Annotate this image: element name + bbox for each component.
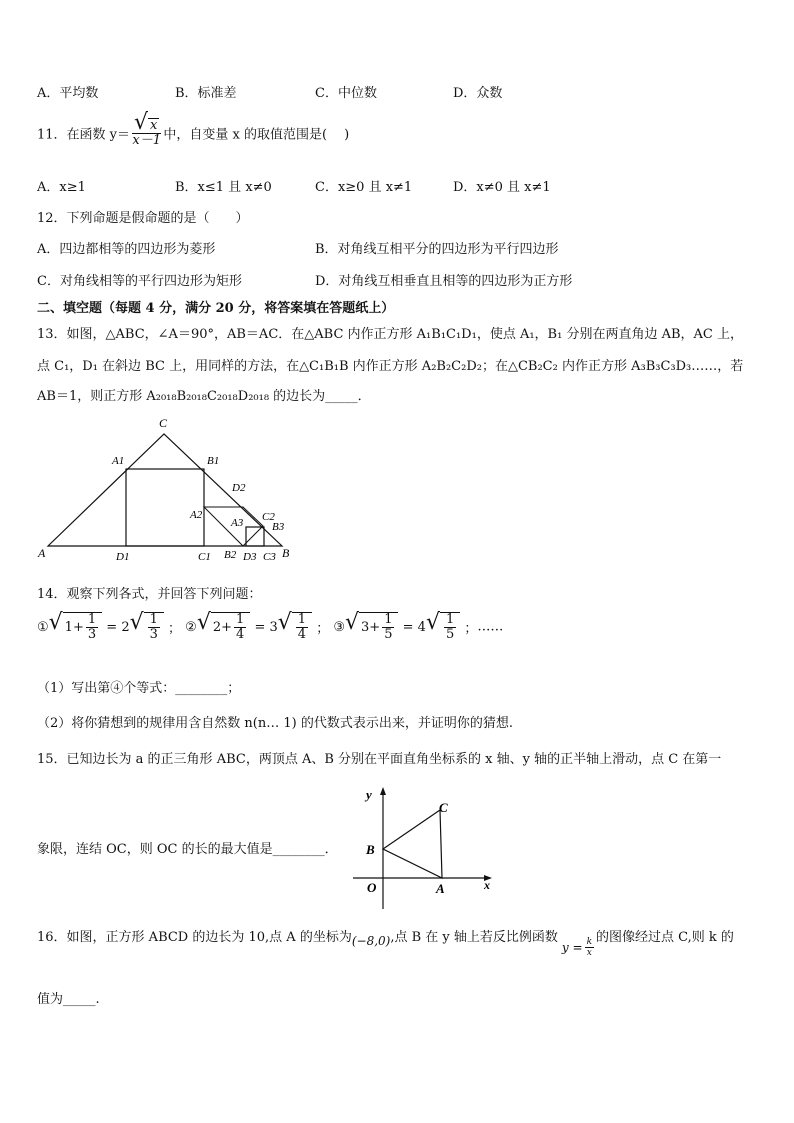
q13-figure: [30, 412, 300, 567]
fig13-label-b3: B3: [272, 521, 285, 533]
q16-function: y = $\frac{k}{x}$: [561, 937, 593, 958]
fig13-label-a3: A3: [231, 517, 244, 529]
q10-option-a: A．平均数: [37, 86, 99, 101]
fig15-label-y: y: [366, 787, 372, 802]
section-2-heading: 二、填空题（每题 4 分，满分 20 分，将答案填在答题纸上）: [37, 301, 395, 316]
q12-option-a: A．四边都相等的四边形为菱形: [37, 242, 216, 257]
q11-option-d: D．x≠0 且 x≠1: [453, 180, 551, 195]
q11-den: x－1: [132, 133, 161, 148]
q14-sub1: （1）写出第④个等式：________；: [37, 681, 241, 696]
fig15-label-b: B: [366, 842, 375, 857]
triangle-abc: [48, 434, 282, 546]
eq3: ③√ 3+ $\frac{1}{5}$ = 4 √ $\frac{1}{5}$: [333, 620, 464, 635]
q16-line1: 16．如图，正方形 ABCD 的边长为 10,点 A 的坐标为(−8,0),点 B 在 y 轴上若反比例函数y = $\frac{k}{x}$ 的图像经过点 C,则 k 的: [37, 930, 734, 958]
fig13-label-d3: D3: [243, 551, 257, 563]
q11-prefix: 11．在函数 y＝: [37, 127, 131, 143]
q10-option-b: B．标准差: [175, 86, 237, 101]
q15-line1: 15．已知边长为 a 的正三角形 ABC，两顶点 A、B 分别在平面直角坐标系的 x 轴、y 轴的正半轴上滑动，点 C 在第一: [37, 752, 722, 767]
q14-stem: 14．观察下列各式，并回答下列问题：: [37, 587, 262, 602]
q11-option-b: B．x≤1 且 x≠0: [175, 180, 272, 195]
eq1: ①√ 1+ $\frac{1}{3}$ = 2 √ $\frac{1}{3}$: [37, 620, 168, 635]
fig13-label-c2: C2: [262, 511, 275, 523]
fig15-label-a: A: [436, 881, 445, 896]
y-arrow: [380, 787, 386, 795]
fig13-label-a1: A1: [112, 455, 125, 467]
q16-coord: (−8,0): [351, 934, 391, 948]
q11-stem: [37, 118, 349, 148]
q15-figure: [350, 783, 500, 911]
q11-option-c: C．x≥0 且 x≠1: [315, 180, 413, 195]
square-3: [246, 527, 264, 546]
q16-line2: 值为_____.: [37, 992, 100, 1007]
fig13-label-a: A: [38, 546, 46, 560]
fig13-label-c1: C1: [198, 551, 211, 563]
q11-suffix: 中，自变量 x 的取值范围是( ): [163, 127, 350, 143]
q11-fraction: [132, 118, 161, 148]
q13-line3: AB＝1，则正方形 A₂₀₁₈B₂₀₁₈C₂₀₁₈D₂₀₁₈ 的边长为_____．: [37, 389, 371, 404]
fig13-label-b2: B2: [224, 549, 237, 561]
q12-option-b: B．对角线互相平分的四边形为平行四边形: [315, 242, 559, 257]
q12-option-d: D．对角线互相垂直且相等的四边形为正方形: [315, 274, 573, 289]
q13-line2: 点 C₁，D₁ 在斜边 BC 上，用同样的方法，在△C₁B₁B 内作正方形 A₂B₂C₂D₂；在△CB₂C₂ 内作正方形 A₃B₃C₃D₃……，若: [37, 359, 744, 374]
square-1: [126, 469, 204, 546]
fig15-label-c: C: [439, 800, 448, 815]
fig13-label-d1: D1: [116, 551, 130, 563]
fig13-label-b1: B1: [207, 455, 220, 467]
fig13-label-b: B: [282, 546, 290, 560]
fig15-label-x: x: [484, 878, 490, 892]
q12-option-c: C．对角线相等的平行四边形为矩形: [37, 274, 242, 289]
q14-equations: ①√ 1+ $\frac{1}{3}$ = 2 √ $\frac{1}{3}$ ； ②√ 2+ $\frac{1}{4}$ = 3 √ $\frac{1}{4}$ ； ③√ 3+ $\frac{1}{5}$ = 4 √ $\frac{1}{5}$ ；……: [37, 612, 503, 642]
q14-sub2: （2）将你猜想到的规律用含自然数 n(n… 1) 的代数式表示出来，并证明你的猜想.: [37, 716, 513, 731]
q15-line2: 象限，连结 OC，则 OC 的长的最大值是________．: [37, 842, 338, 857]
q13-line1: 13．如图，△ABC，∠A＝90°，AB＝AC．在△ABC 内作正方形 A₁B₁C₁D₁，使点 A₁，B₁ 分别在两直角边 AB，AC 上，: [37, 327, 743, 342]
triangle-abc-q15: [383, 810, 442, 878]
fig13-label-d2: D2: [232, 482, 246, 494]
q10-option-d: D．众数: [453, 86, 503, 101]
fig13-label-c: C: [159, 416, 168, 430]
fig13-label-a2: A2: [190, 509, 203, 521]
q12-stem: 12．下列命题是假命题的是（ ）: [37, 211, 249, 226]
q11-option-a: A．x≥1: [37, 180, 86, 195]
eq2: ②√ 2+ $\frac{1}{4}$ = 3 √ $\frac{1}{4}$: [185, 620, 316, 635]
fig13-label-c3: C3: [263, 551, 276, 563]
q10-option-c: C．中位数: [315, 86, 377, 101]
fig15-label-o: O: [367, 880, 377, 895]
q11-num: x: [150, 118, 158, 133]
